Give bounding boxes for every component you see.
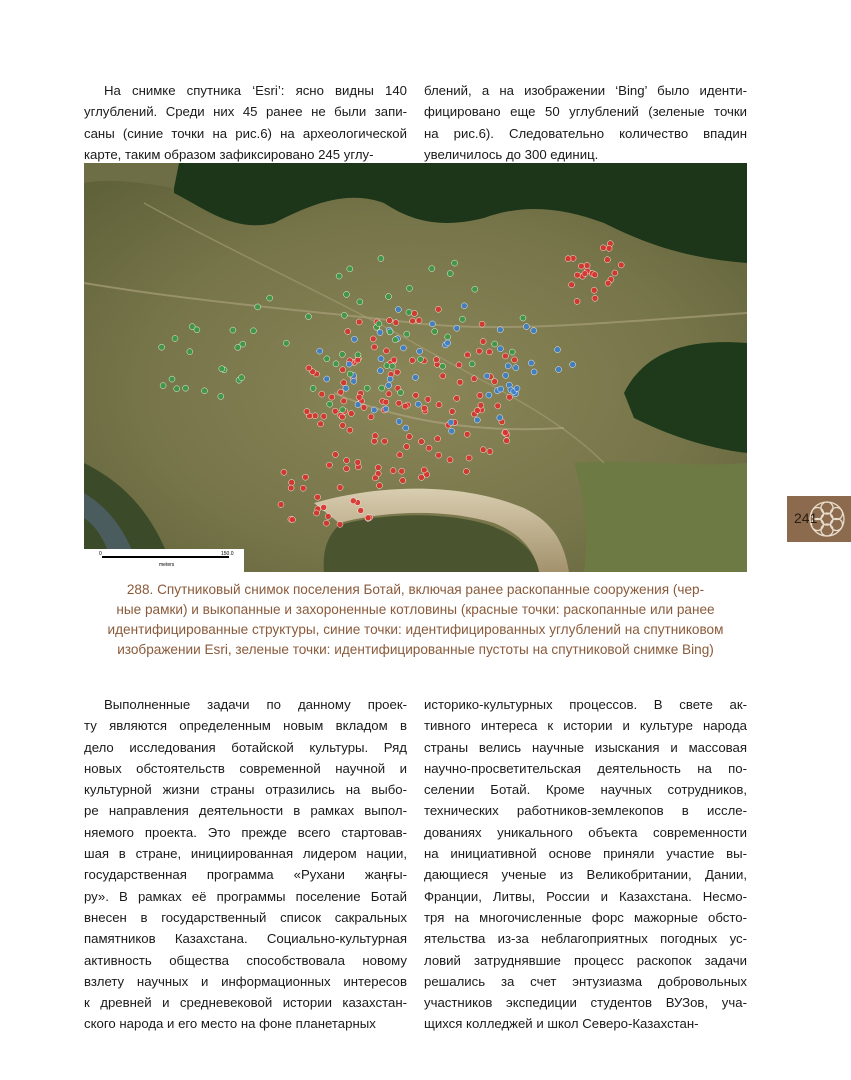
red-dot [315,494,321,500]
blue-dot [355,402,361,408]
green-dot [202,388,208,394]
text-line: технических работников-землекопов в иссле- [424,803,747,819]
red-dot [418,474,424,480]
red-dot [421,405,427,411]
green-dot [407,285,413,291]
green-dot [194,327,200,333]
blue-dot [528,360,534,366]
red-dot [618,262,624,268]
red-dot [375,465,381,471]
red-dot [387,318,393,324]
red-dot [371,438,377,444]
text-line: карте, таким образом зафиксировано 245 углу- [84,146,374,162]
red-dot [372,475,378,481]
green-dot [341,312,347,318]
red-dot [480,447,486,453]
red-dot [393,320,399,326]
red-dot [465,352,471,358]
blue-dot [383,406,389,412]
red-dot [449,409,455,415]
text-line: культурной жизни страны отразились на выбо- [84,782,407,798]
red-dot [321,504,327,510]
red-dot [463,468,469,474]
green-dot [429,266,435,272]
red-dot [368,414,374,420]
red-dot [384,348,390,354]
blue-dot [497,346,503,352]
scale-bar [84,549,244,572]
text-line: тря на многочисленные форс мажорные обсто- [424,909,747,925]
text-line: саны (синие точки на рис.6) на археологической [84,125,407,141]
blue-dot [400,345,406,351]
scale-label-end: 150.0 [221,551,234,557]
red-dot [361,405,367,411]
red-dot [436,452,442,458]
blue-dot [387,376,393,382]
green-dot [387,329,393,335]
red-dot [371,344,377,350]
green-dot [472,286,478,292]
red-dot [409,357,415,363]
text-line: ре направления деятельности в рамках выпол- [84,803,407,819]
blue-dot [351,336,357,342]
green-dot [310,385,316,391]
red-dot [456,362,462,368]
blue-dot [461,303,467,309]
green-dot [404,331,410,337]
red-dot [341,380,347,386]
green-dot [432,329,438,335]
text-line: На снимке спутника ‘Esri’: ясно видны 140 [104,83,407,98]
red-dot [582,271,588,277]
text-line: Франции, Литвы, России и Казахстана. Несмо- [424,888,747,904]
red-dot [339,414,345,420]
text-line: на инициативной основе приняли участие вы- [424,846,747,862]
red-dot [338,389,344,395]
red-dot [410,318,416,324]
green-dot [492,341,498,347]
red-dot [355,459,361,465]
red-dot [304,409,310,415]
text-column-bottom-left [84,694,407,1035]
red-dot [278,502,284,508]
text-line: научно-просветительская деятельность на по- [424,760,747,776]
text-line: взлету научных и информационных интересов [84,973,407,989]
red-dot [400,478,406,484]
blue-dot [371,407,377,413]
blue-dot [346,361,352,367]
text-line: щихся колледжей и школ Северо-Казахстан- [424,1016,699,1032]
red-dot [404,444,410,450]
blue-dot [395,307,401,313]
green-dot [333,361,339,367]
red-dot [350,498,356,504]
red-dot [290,517,296,523]
red-dot [394,369,400,375]
blue-dot [486,392,492,398]
green-dot [386,294,392,300]
blue-dot [449,428,455,434]
blue-dot [343,385,349,391]
field-bottom-right [574,462,747,572]
red-dot [406,434,412,440]
text-line: страны велись научные изыскания и массовая [424,739,747,755]
text-line: активность общества способствовала новому [84,952,407,968]
green-dot [344,291,350,297]
blue-dot [531,369,537,375]
red-dot [416,317,422,323]
blue-dot [317,348,323,354]
blue-dot [413,374,419,380]
text-column-top-left [84,80,407,165]
red-dot [325,513,331,519]
red-dot [372,433,378,439]
red-dot [358,508,364,514]
figure-caption [84,580,747,660]
blue-dot [556,367,562,373]
red-dot [512,357,518,363]
blue-dot [377,368,383,374]
blue-dot [351,378,357,384]
scale-label-start: 0 [99,551,102,557]
green-dot [376,321,382,327]
green-dot [159,344,165,350]
green-dot [509,349,515,355]
text-line: ского народа и его место на фоне планетарных [84,1016,376,1032]
text-line: Выполненные задачи по данному проек- [104,697,407,712]
red-dot [390,468,396,474]
red-dot [569,282,575,288]
text-line: внесен в государственный список сакральных [84,909,407,925]
blue-dot [417,348,423,354]
green-dot [324,356,330,362]
green-dot [406,309,412,315]
text-line: селении Ботай. Кроме научных сотрудников, [424,782,747,798]
blue-dot [570,362,576,368]
red-dot [604,257,610,263]
red-dot [471,376,477,382]
red-dot [436,402,442,408]
green-dot [440,363,446,369]
green-dot [339,351,345,357]
red-dot [440,373,446,379]
red-dot [413,392,419,398]
green-dot [187,349,193,355]
red-dot [477,392,483,398]
red-dot [454,395,460,401]
text-line: углублений. Среди них 45 ранее не были запи- [84,104,407,120]
blue-dot [503,372,509,378]
green-dot [169,376,175,382]
red-dot [466,455,472,461]
red-dot [574,298,580,304]
red-dot [399,468,405,474]
text-line: ру». В рамках её программы поселение Ботай [84,888,407,904]
red-dot [464,431,470,437]
satellite-map [84,163,747,572]
green-dot [160,383,166,389]
page-number: 241 [794,510,818,526]
blue-dot [497,415,503,421]
red-dot [288,485,294,491]
green-dot [283,340,289,346]
red-dot [377,483,383,489]
red-dot [433,357,439,363]
text-line: дованиях уникального объекта современности [424,824,747,840]
red-dot [281,469,287,475]
red-dot [347,427,353,433]
blue-dot [484,373,490,379]
red-dot [348,411,354,417]
blue-dot [429,321,435,327]
red-dot [502,353,508,359]
caption-line: ные рамки) и выкопанные и захороненные котловины (красные точки: раскопанные или ранее [116,602,715,617]
red-dot [356,394,362,400]
red-dot [329,394,335,400]
red-dot [318,421,324,427]
text-line: ловий затруднявшие процесс раскопок задачи [424,952,747,968]
text-line: новых обстоятельств современной научной и [84,760,407,776]
red-dot [425,396,431,402]
blue-dot [396,419,402,425]
red-dot [300,485,306,491]
text-column-bottom-right [424,694,747,1035]
red-dot [340,367,346,373]
scale-bar-bg [84,549,244,572]
green-dot [239,375,245,381]
text-line: на рис.6). Следовательно количество впадин [424,125,747,141]
red-dot [418,439,424,445]
text-line: участников экспедиции студентов ВУЗов, уча- [424,995,747,1011]
green-dot [447,271,453,277]
text-line: фицировано еще 50 углублений (зеленые точки [424,104,747,120]
green-dot [240,341,246,347]
green-dot [306,314,312,320]
red-dot [340,422,346,428]
blue-dot [454,325,460,331]
text-line: дающиеся ученые из Великобритании, Дании, [424,867,747,883]
red-dot [289,480,295,486]
red-dot [592,295,598,301]
green-dot [392,337,398,343]
green-dot [174,386,180,392]
red-dot [447,457,453,463]
red-dot [370,336,376,342]
red-dot [383,399,389,405]
text-line: шая в стране, инициированная лидером нации, [84,846,407,862]
red-dot [402,403,408,409]
red-dot [606,245,612,251]
red-dot [332,452,338,458]
green-dot [379,385,385,391]
red-dot [321,413,327,419]
red-dot [302,474,308,480]
blue-dot [555,347,561,353]
text-line: памятников Казахстана. Социально-культурная [84,931,407,947]
satellite-image-figure [84,163,747,572]
red-dot [504,438,510,444]
red-dot [600,245,606,251]
text-line: увеличилось до 300 единиц. [424,146,599,162]
blue-dot [513,365,519,371]
red-dot [312,413,318,419]
red-dot [319,391,325,397]
green-dot [520,315,526,321]
text-line: ту являются определенным новым вкладом в [84,718,407,734]
red-dot [565,256,571,262]
red-dot [495,403,501,409]
red-dot [396,400,402,406]
red-dot [365,515,371,521]
green-dot [172,336,178,342]
text-line: к древней и средневековой истории казахстан- [84,995,407,1011]
blue-dot [505,363,511,369]
green-dot [445,334,451,340]
red-dot [344,457,350,463]
text-line: государственная программа «Рухани жаңғы- [84,867,407,883]
red-dot [574,272,580,278]
red-dot [341,398,347,404]
red-dot [397,452,403,458]
blue-dot [445,340,451,346]
green-dot [327,401,333,407]
green-dot [183,385,189,391]
red-dot [492,379,498,385]
red-dot [605,280,611,286]
caption-line: 288. Спутниковый снимок поселения Ботай, включая ранее раскопанные сооружения (чер- [126,582,705,597]
blue-dot [523,324,529,330]
green-dot [364,385,370,391]
blue-dot [403,425,409,431]
green-dot [389,363,395,369]
green-dot [460,316,466,322]
caption-line: изображении Esri, зеленые точки: идентифицированные пустоты на спутниковой снимке Bing) [117,642,714,657]
red-dot [332,408,338,414]
red-dot [323,520,329,526]
green-dot [230,327,236,333]
green-dot [347,371,353,377]
green-dot [357,299,363,305]
green-dot [347,266,353,272]
red-dot [391,357,397,363]
red-dot [474,408,480,414]
red-dot [344,466,350,472]
red-dot [507,394,513,400]
red-dot [314,510,320,516]
red-dot [479,321,485,327]
text-line: тивного интереса к истории и культуре народа [424,718,747,734]
blue-dot [498,386,504,392]
red-dot [426,445,432,451]
red-dot [480,339,486,345]
scale-unit: meters [159,562,175,568]
red-dot [421,467,427,473]
red-dot [435,436,441,442]
green-dot [452,260,458,266]
text-line: ятельства из-за неблагоприятных погодных ус- [424,931,747,947]
red-dot [476,348,482,354]
blue-dot [497,327,503,333]
caption-line: идентифицированные структуры, синие точки: идентифицированных углублений на спутниковом [107,622,724,637]
green-dot [398,390,404,396]
green-dot [336,273,342,279]
text-line: решались за счет энтузиазма добровольных [424,973,747,989]
red-dot [612,270,618,276]
blue-dot [324,376,330,382]
green-dot [250,328,256,334]
green-dot [218,393,224,399]
red-dot [345,329,351,335]
green-dot [418,356,424,362]
blue-dot [378,356,384,362]
red-dot [502,429,508,435]
red-dot [386,391,392,397]
blue-dot [386,382,392,388]
green-dot [469,361,475,367]
red-dot [457,379,463,385]
blue-dot [514,386,520,392]
red-dot [435,306,441,312]
red-dot [591,287,597,293]
blue-dot [377,330,383,336]
text-line: дело исследования ботайской культуры. Ряд [84,739,407,755]
red-dot [584,263,590,269]
text-line: блений, а на изображении ‘Bing’ было иденти- [424,83,747,98]
green-dot [378,256,384,262]
red-dot [356,319,362,325]
text-column-top-right [424,80,747,165]
green-dot [384,363,390,369]
blue-dot [474,417,480,423]
green-dot [340,407,346,413]
red-dot [306,365,312,371]
red-dot [337,485,343,491]
blue-dot [415,401,421,407]
red-dot [487,449,493,455]
blue-dot [448,419,454,425]
blue-dot [531,328,537,334]
text-line: няемого проекта. Это прежде всего стартовав- [84,824,407,840]
red-dot [486,349,492,355]
green-dot [219,366,225,372]
red-dot [478,402,484,408]
text-line: историко-культурных процессов. В свете ак- [424,697,747,712]
red-dot [382,438,388,444]
green-dot [267,295,273,301]
red-dot [592,272,598,278]
green-dot [355,352,361,358]
red-dot [411,310,417,316]
green-dot [255,304,261,310]
red-dot [578,263,584,269]
red-dot [337,521,343,527]
red-dot [326,462,332,468]
